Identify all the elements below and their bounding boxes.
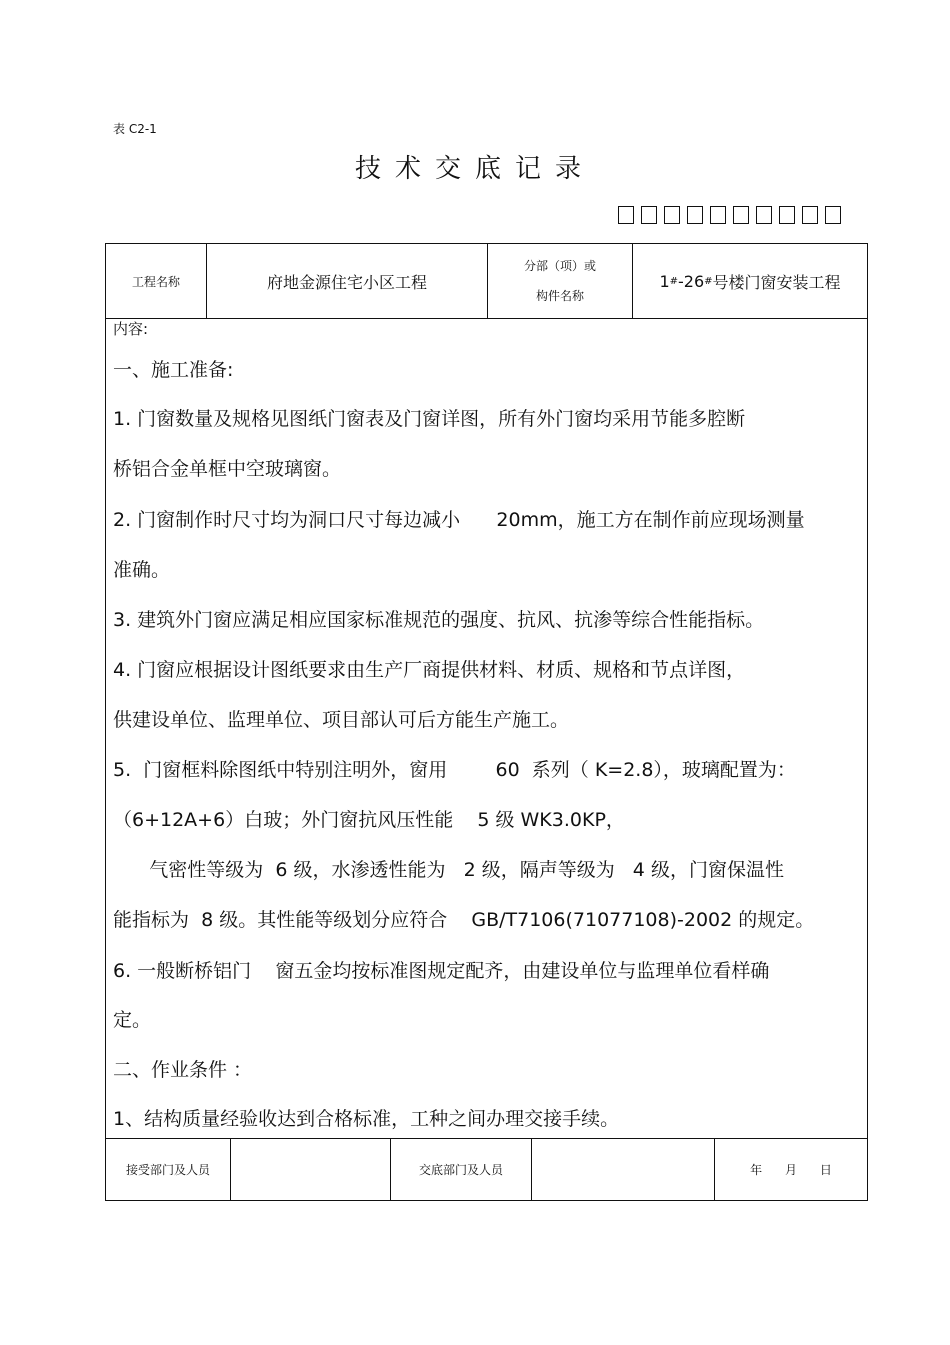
part-value-c: 号楼门窗安装工程 bbox=[712, 272, 841, 292]
number-box[interactable] bbox=[825, 206, 841, 224]
form-number: 表 C2-1 bbox=[113, 122, 157, 136]
content-line: 2. 门窗制作时尺寸均为洞口尺寸每边减小 20mm，施工方在制作前应现场测量 bbox=[113, 509, 805, 531]
project-name-value[interactable]: 府地金源住宅小区工程 bbox=[266, 272, 427, 292]
content-label: 内容: bbox=[113, 320, 149, 338]
part-name-label bbox=[488, 244, 632, 318]
part-value-b: -26 bbox=[678, 271, 705, 291]
number-box[interactable] bbox=[802, 206, 818, 224]
content-line: 二、作业条件 ： bbox=[113, 1059, 253, 1081]
content-line: 一、施工准备: bbox=[113, 359, 234, 381]
giver-label: 交底部门及人员 bbox=[418, 1163, 503, 1177]
receiver-label: 接受部门及人员 bbox=[125, 1163, 210, 1177]
part-label-line2: 构件名称 bbox=[535, 289, 584, 303]
part-value-a: 1 bbox=[659, 271, 670, 291]
record-number-boxes bbox=[618, 206, 841, 224]
content-line: 定。 bbox=[113, 1009, 152, 1031]
content-line: 1、结构质量经验收达到合格标准，工种之间办理交接手续。 bbox=[113, 1108, 620, 1130]
number-box[interactable] bbox=[779, 206, 795, 224]
content-line: 1. 门窗数量及规格见图纸门窗表及门窗详图，所有外门窗均采用节能多腔断 bbox=[113, 408, 746, 430]
project-name-label: 工程名称 bbox=[131, 274, 180, 289]
content-line: 供建设单位、监理单位、项目部认可后方能生产施工。 bbox=[113, 709, 570, 731]
date-field[interactable]: 年 月 日 bbox=[750, 1163, 832, 1177]
number-box[interactable] bbox=[756, 206, 772, 224]
part-name-value[interactable] bbox=[633, 244, 867, 318]
number-box[interactable] bbox=[641, 206, 657, 224]
number-box[interactable] bbox=[618, 206, 634, 224]
page-title: 技术交底记录 bbox=[354, 154, 595, 184]
content-line: 3. 建筑外门窗应满足相应国家标准规范的强度、抗风、抗渗等综合性能指标。 bbox=[113, 609, 765, 631]
content-line: 5. 门窗框料除图纸中特别注明外，窗用 60 系列（ K=2.8），玻璃配置为： bbox=[113, 759, 796, 781]
part-value-sup2: # bbox=[704, 275, 713, 287]
content-line: 气密性等级为 6 级，水渗透性能为 2 级，隔声等级为 4 级，门窗保温性 bbox=[113, 859, 784, 881]
content-line: （6+12A+6）白玻；外门窗抗风压性能 5 级 WK3.0KP， bbox=[113, 809, 625, 831]
content-line: 6. 一般断桥铝门 窗五金均按标准图规定配齐，由建设单位与监理单位看样确 bbox=[113, 960, 770, 982]
part-value-sup1: # bbox=[669, 275, 679, 287]
giver-field[interactable] bbox=[532, 1139, 714, 1200]
content-line: 4. 门窗应根据设计图纸要求由生产厂商提供材料、材质、规格和节点详图， bbox=[113, 659, 746, 681]
part-label-line1: 分部（项）或 bbox=[523, 259, 596, 273]
number-box[interactable] bbox=[710, 206, 726, 224]
content-line: 能指标为 8 级。其性能等级划分应符合 GB/T7106(71077108)-2002 的规定。 bbox=[113, 909, 815, 931]
number-box[interactable] bbox=[664, 206, 680, 224]
number-box[interactable] bbox=[733, 206, 749, 224]
content-line: 准确。 bbox=[113, 559, 171, 581]
content-line: 桥铝合金单框中空玻璃窗。 bbox=[113, 458, 342, 480]
number-box[interactable] bbox=[687, 206, 703, 224]
receiver-field[interactable] bbox=[231, 1139, 390, 1200]
